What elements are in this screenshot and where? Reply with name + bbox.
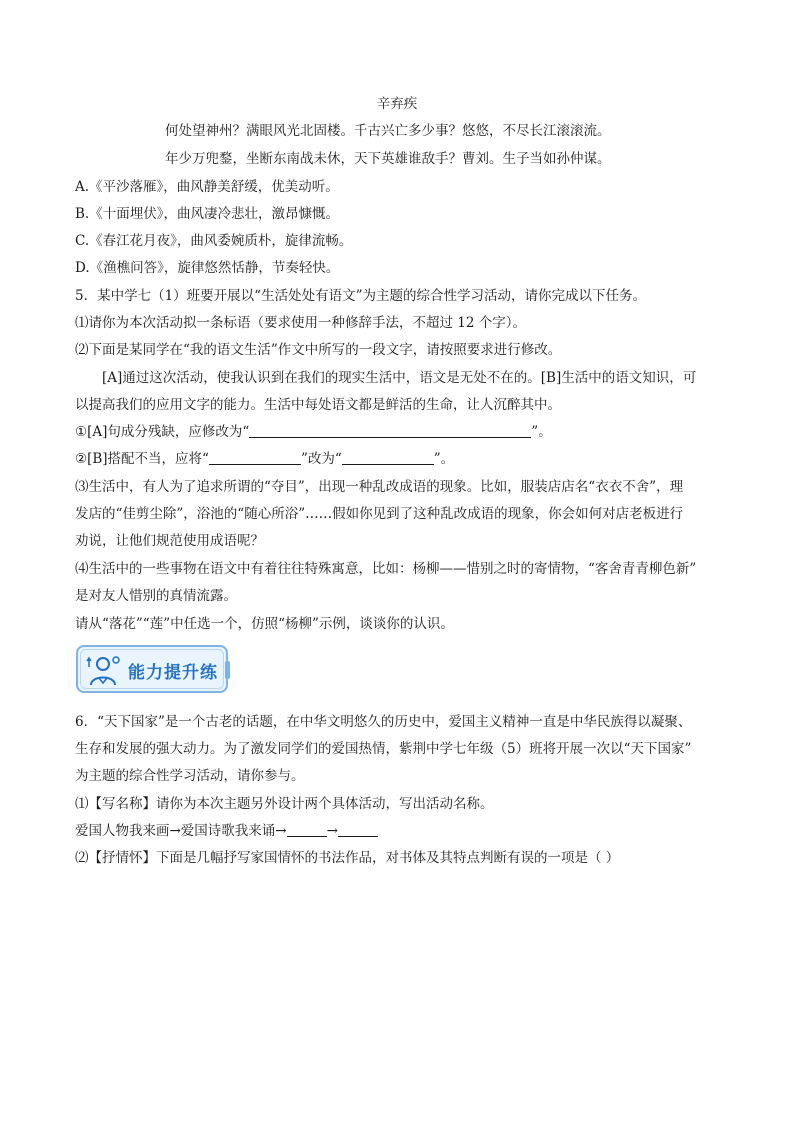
activity-chain-text: 爱国人物我来画→爱国诗歌我来诵→ (75, 823, 287, 839)
question-6-stem-line-3: 为主题的综合性学习活动，请你参与。 (75, 768, 305, 784)
poem-line-1: 何处望神州？满眼风光北固楼。千古兴亡多少事？悠悠，不尽长江滚滚流。 (165, 123, 611, 139)
person-gear-icon (86, 653, 122, 687)
question-6-part-2: ⑵【抒情怀】下面是几幅抒写家国情怀的书法作品，对书体及其特点判断有误的一项是（ ） (75, 850, 620, 866)
question-5-part-4-line-2: 是对友人惜别的真情流露。 (75, 588, 237, 604)
question-6-stem-line-2: 生存和发展的强大动力。为了激发同学们的爱国热情，紫荆中学七年级（5）班将开展一次以“天下国家” (75, 741, 692, 757)
option-c: C.《春江花月夜》，曲风委婉质朴，旋律流畅。 (75, 233, 353, 249)
fix-a-line (75, 422, 552, 442)
fix-b-original-blank[interactable] (209, 450, 301, 465)
question-5-part-1: ⑴请你为本次活动拟一条标语（要求使用一种修辞手法，不超过 12 个字）。 (75, 315, 527, 331)
question-5-part-3-line-3: 劝说，让他们规范使用成语呢？ (75, 533, 264, 549)
question-6-stem-line-1: 6．“天下国家”是一个古老的话题，在中华文明悠久的历史中，爱国主义精神一直是中华民族得以凝聚、 (75, 714, 692, 730)
option-b: B.《十面埋伏》，曲风凄冷悲壮，激昂慷慨。 (75, 206, 339, 222)
question-5-part-4-line-1: ⑷生活中的一些事物在语文中有着往往特殊寓意，比如：杨柳——惜别之时的寄情物，“客舍青青柳色新” (75, 561, 697, 577)
option-d: D.《渔樵问答》，旋律悠然恬静，节奏轻快。 (75, 260, 340, 276)
question-5-part-3-line-1: ⑶生活中，有人为了追求所谓的“夺目”，出现一种乱改成语的现象。比如，服装店店名“衣衣不舍”，理 (75, 479, 684, 495)
fix-b-corrected-blank[interactable] (342, 450, 434, 465)
question-6-part-1: ⑴【写名称】请你为本次主题另外设计两个具体活动，写出活动名称。 (75, 796, 494, 812)
passage-line-1: [A]通过这次活动，使我认识到在我们的现实生活中，语文是无处不在的。[B]生活中的语文知识，可 (102, 370, 697, 386)
poem-author: 辛弃疾 (376, 96, 418, 112)
fix-b-middle: ”改为“ (300, 451, 342, 467)
fix-b-line (75, 449, 454, 469)
fix-a-answer-blank[interactable] (249, 423, 531, 438)
passage-line-2: 以提高我们的应用文字的能力。生活中每处语文都是鲜活的生命，让人沉醉其中。 (75, 397, 561, 413)
poem-line-2: 年少万兜鍪，坐断东南战未休，天下英雄谁敌手？曹刘。生子当如孙仲谋。 (165, 151, 611, 167)
section-badge-label: 能力提升练 (128, 663, 218, 683)
activity-1-blank[interactable] (287, 822, 327, 837)
question-5-part-2: ⑵下面是某同学在“我的语文生活”作文中所写的一段文字，请按照要求进行修改。 (75, 342, 562, 358)
fix-a-suffix: ”。 (531, 424, 552, 440)
section-badge (76, 645, 228, 693)
activity-2-blank[interactable] (338, 822, 378, 837)
fix-a-prefix: ①[A]句成分残缺，应修改为“ (75, 424, 250, 440)
option-a: A.《平沙落雁》，曲风静美舒缓，优美动听。 (75, 179, 339, 195)
question-5-part-3-line-2: 发店的“佳剪尘除”，浴池的“随心所浴”……假如你见到了这种乱改成语的现象，你会如何对店老板进行 (75, 506, 684, 522)
question-5-stem: 5．某中学七（1）班要开展以“生活处处有语文”为主题的综合性学习活动，请你完成以下任务。 (75, 288, 646, 304)
section-badge-tab (225, 661, 230, 679)
fix-b-suffix: ”。 (433, 451, 455, 467)
question-5-part-4-line-3: 请从“落花”“莲”中任选一个，仿照“杨柳”示例，谈谈你的认识。 (75, 616, 454, 632)
activity-chain-line (75, 821, 378, 841)
fix-b-prefix: ②[B]搭配不当，应将“ (75, 451, 209, 467)
activity-chain-arrow: → (326, 823, 338, 839)
